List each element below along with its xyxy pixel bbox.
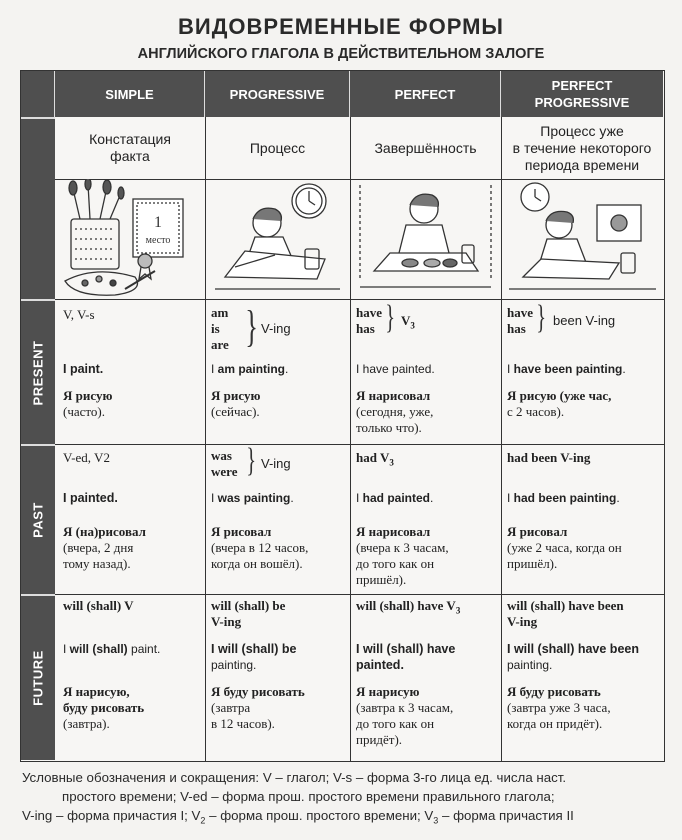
future-progressive-tr3: в 12 часов). — [211, 716, 275, 731]
boy-painting-clock-illustration — [205, 179, 350, 299]
present-perfprog-aux-has: has — [507, 321, 526, 336]
present-perfect-tr2: (сегодня, уже, — [356, 404, 434, 419]
future-perfect-tr3: до того как он — [356, 716, 435, 731]
present-simple-form: V, V-s — [63, 307, 95, 322]
future-perfprog-example1: I will (shall) have been — [507, 642, 639, 656]
past-simple-tr3: тому назад). — [63, 556, 131, 571]
header-progressive: PROGRESSIVE — [205, 71, 350, 117]
page-title: ВИДОВРЕМЕННЫЕ ФОРМЫ — [178, 14, 504, 39]
brace: } — [246, 442, 257, 479]
divider — [55, 299, 664, 300]
tense-table — [20, 70, 665, 762]
future-perfprog-example2: painting. — [507, 658, 553, 672]
desc-progressive: Процесс — [249, 139, 306, 156]
past-perfect-tr2: (вчера к 3 часам, — [356, 540, 449, 555]
future-progressive-tr2: (завтра — [211, 700, 251, 715]
present-perfect-tr1: Я нарисовал — [356, 388, 431, 403]
future-simple-tr1: Я нарисую, — [63, 684, 130, 699]
future-progressive-form2: V-ing — [211, 614, 242, 629]
present-progressive-tr2: (сейчас). — [211, 404, 260, 419]
past-perfect-tr1: Я нарисовал — [356, 524, 431, 539]
present-perfect-aux-have: have — [356, 305, 382, 320]
side-strip-top — [21, 117, 55, 299]
future-simple-tr3: (завтра). — [63, 716, 110, 731]
future-perfect-tr4: придёт). — [356, 732, 403, 747]
present-perfect-tr3: только что). — [356, 420, 422, 435]
present-perfect-example: I have painted. — [356, 362, 435, 376]
present-simple-tr1: Я рисую — [63, 388, 113, 403]
row-label-past: PAST — [21, 444, 55, 594]
divider — [55, 594, 664, 595]
header-corner — [21, 71, 55, 117]
past-perfprog-example: I had been painting. — [507, 491, 620, 505]
future-perfprog-tr1: Я буду рисовать — [507, 684, 601, 699]
brace: } — [245, 302, 258, 351]
present-progressive-aux-is: is — [211, 321, 220, 336]
past-progressive-tr2: (вчера в 12 часов, — [211, 540, 309, 555]
future-progressive-tr1: Я буду рисовать — [211, 684, 305, 699]
past-perfprog-form: had been V-ing — [507, 450, 591, 465]
desc-perfect: Завершённость — [374, 139, 477, 156]
past-perfprog-tr2: (уже 2 часа, когда он — [507, 540, 622, 555]
past-simple-form: V-ed, V2 — [63, 450, 110, 465]
past-perfprog-tr3: пришёл). — [507, 556, 558, 571]
future-perfprog-tr3: когда он придёт). — [507, 716, 603, 731]
brace: } — [536, 299, 547, 336]
past-progressive-aux-was: was — [211, 448, 232, 463]
past-simple-tr2: (вчера, 2 дня — [63, 540, 134, 555]
boy-finished-painting-illustration — [350, 179, 501, 299]
future-perfprog-tr2: (завтра уже 3 часа, — [507, 700, 611, 715]
present-simple-tr2: (часто). — [63, 404, 105, 419]
future-simple-example: I will (shall) paint. — [63, 642, 161, 656]
future-simple-form: will (shall) V — [63, 598, 134, 613]
present-progressive-verb: V-ing — [261, 321, 291, 336]
future-perfect-example1: I will (shall) have — [356, 642, 456, 656]
past-progressive-tr1: Я рисовал — [211, 524, 272, 539]
future-perfect-example2: painted. — [356, 658, 404, 672]
present-progressive-aux-am: am — [211, 305, 229, 320]
future-perfect-form: will (shall) have $V_3$ — [356, 598, 461, 616]
past-perfect-form: had $V_3$ — [356, 450, 394, 468]
present-progressive-tr1: Я рисую — [211, 388, 261, 403]
sign-word: место — [145, 235, 171, 246]
row-label-present: PRESENT — [21, 299, 55, 444]
present-perfprog-aux-have: have — [507, 305, 533, 320]
future-progressive-example1: I will (shall) be — [211, 642, 297, 656]
future-perfect-tr1: Я нарисую — [356, 684, 420, 699]
future-perfprog-form1: will (shall) have been — [507, 598, 624, 613]
divider — [55, 444, 664, 445]
past-perfect-example: I had painted. — [356, 491, 434, 505]
present-perfprog-tr2: с 2 часов). — [507, 404, 565, 419]
present-perfprog-example: I have been painting. — [507, 362, 626, 376]
future-simple-tr2: буду рисовать — [63, 700, 145, 715]
future-progressive-form1: will (shall) be — [211, 598, 286, 613]
brushes-and-award-illustration — [55, 179, 205, 299]
header-perfect-progressive: PERFECT PROGRESSIVE — [501, 71, 663, 117]
header-perfect: PERFECT — [350, 71, 501, 117]
future-perfprog-form2: V-ing — [507, 614, 538, 629]
legend-line-2: простого времени; V-ed – форма прош. простого времени правильного глагола; — [62, 789, 555, 804]
past-progressive-example: I was painting. — [211, 491, 294, 505]
brace: } — [385, 299, 396, 336]
past-simple-example: I painted. — [63, 491, 118, 505]
future-perfect-tr2: (завтра к 3 часам, — [356, 700, 454, 715]
header-simple: SIMPLE — [55, 71, 205, 117]
legend-line-1: Условные обозначения и сокращения: V – глагол; V-s – форма 3-го лица ед. числа наст. — [22, 770, 567, 785]
desc-simple: Констатация факта — [89, 131, 171, 164]
present-perfprog-verb: been V-ing — [553, 313, 616, 328]
present-simple-example: I paint. — [63, 362, 104, 376]
past-progressive-tr3: когда он вошёл). — [211, 556, 303, 571]
present-perfect-verb: $V_3$ — [401, 313, 415, 331]
past-simple-tr1: Я (на)рисовал — [63, 524, 146, 539]
present-perfprog-tr1: Я рисую (уже час, — [507, 388, 612, 403]
present-perfect-aux-has: has — [356, 321, 375, 336]
desc-perfect-progressive: Процесс уже в течение некоторого периода времени — [512, 122, 652, 173]
past-progressive-verb: V-ing — [261, 456, 291, 471]
past-progressive-aux-were: were — [211, 464, 238, 479]
boy-painting-long-illustration — [501, 179, 663, 299]
sign-number: 1 — [154, 214, 162, 231]
row-label-future: FUTURE — [21, 594, 55, 760]
legend-line-3: V-ing – форма причастия I; $V_2$ – форма прош. простого времени; $V_3$ – форма причастия II — [22, 808, 574, 826]
past-perfect-tr4: пришёл). — [356, 572, 407, 587]
present-progressive-aux-are: are — [211, 337, 229, 352]
page-subtitle: АНГЛИЙСКОГО ГЛАГОЛА В ДЕЙСТВИТЕЛЬНОМ ЗАЛОГЕ — [137, 46, 545, 62]
present-progressive-example: I am painting. — [211, 362, 289, 376]
future-progressive-example2: painting. — [211, 658, 257, 672]
legend-footnote — [22, 768, 662, 831]
past-perfprog-tr1: Я рисовал — [507, 524, 568, 539]
past-perfect-tr3: до того как он — [356, 556, 435, 571]
